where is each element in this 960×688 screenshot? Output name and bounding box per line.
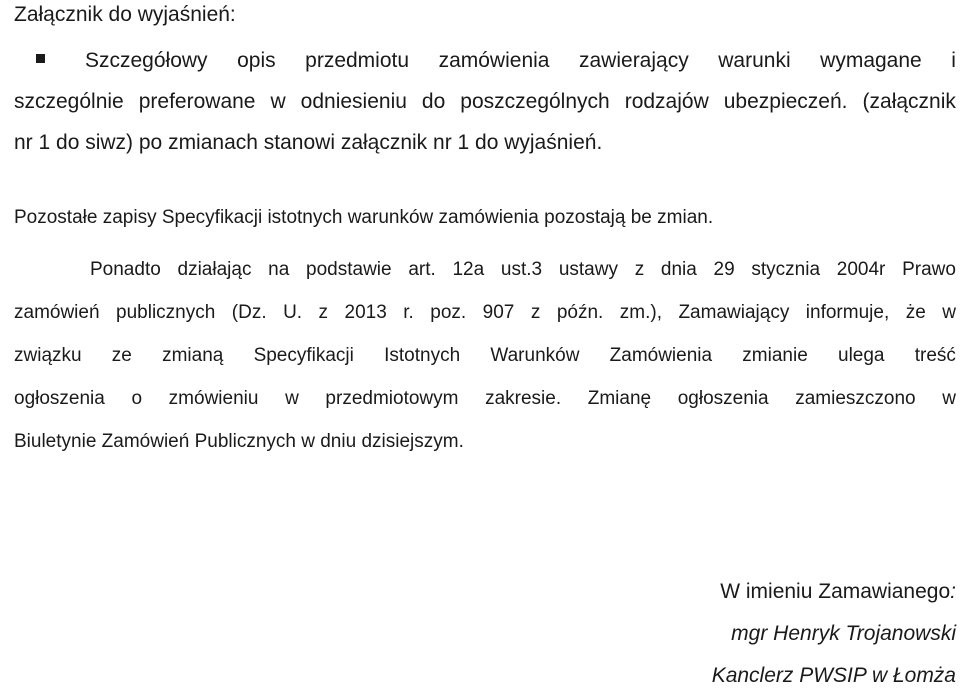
word: do (421, 90, 446, 113)
word: informuje, (805, 302, 890, 323)
word: w (285, 388, 299, 409)
word: ulega (838, 345, 885, 366)
word: działając (177, 259, 252, 280)
word: i (951, 49, 956, 72)
word: zawierający (579, 49, 689, 72)
word: poszczególnych (460, 90, 610, 113)
paragraph-2-line-2 (14, 291, 956, 334)
word: Szczegółowy (85, 49, 208, 72)
word: zamówień (14, 302, 100, 323)
bullet-item (14, 40, 956, 163)
word: podstawie (306, 259, 392, 280)
signature-colon: : (950, 580, 956, 603)
word: zamieszczono (795, 388, 916, 409)
word: ubezpieczeń. (723, 90, 848, 113)
paragraph-2-line-1 (14, 248, 956, 291)
word: że (905, 302, 926, 323)
word: odniesieniu (300, 90, 407, 113)
paragraph-2-line-4 (14, 377, 956, 420)
paragraph-2-line-3 (14, 334, 956, 377)
square-bullet-icon (36, 54, 45, 63)
word: 12a (452, 259, 485, 280)
word: stycznia (751, 259, 821, 280)
word: ust.3 (500, 259, 543, 280)
bullet-line-1-words (85, 40, 956, 81)
word: przedmiotu (305, 49, 410, 72)
word: ze (111, 345, 132, 366)
word: preferowane (138, 90, 256, 113)
word: w (270, 90, 286, 113)
word: związku (14, 345, 82, 366)
bullet-line-1 (14, 40, 956, 81)
word: Istotnych (384, 345, 461, 366)
word: zamówienia (438, 49, 550, 72)
word: 2013 (344, 302, 387, 323)
word: zmianą (162, 345, 224, 366)
word: z (530, 302, 541, 323)
word: rodzajów (624, 90, 709, 113)
paragraph-2-line-5: Biuletynie Zamówień Publicznych w dniu dzisiejszym. (14, 431, 464, 452)
word: szczególnie (14, 90, 124, 113)
word: 907 (482, 302, 515, 323)
word: r. (403, 302, 414, 323)
word: Warunków (490, 345, 580, 366)
word: przedmiotowym (325, 388, 459, 409)
word: Prawo (902, 259, 956, 280)
word: ogłoszenia (14, 388, 105, 409)
paragraph-notice-change (14, 248, 956, 463)
signature-on-behalf (556, 580, 956, 604)
document-heading: Załącznik do wyjaśnień: (14, 3, 236, 26)
word: (Dz. (231, 302, 267, 323)
word: (załącznik (862, 90, 956, 113)
bullet-line-2 (14, 81, 956, 122)
paragraph-remaining-provisions: Pozostałe zapisy Specyfikacji istotnych warunków zamówienia pozostają be zmian. (14, 207, 714, 228)
word: z (318, 302, 329, 323)
word: ustawy (558, 259, 618, 280)
word: Zmianę (587, 388, 652, 409)
word: dnia (660, 259, 697, 280)
word: opis (237, 49, 276, 72)
word: Specyfikacji (253, 345, 354, 366)
signature-on-behalf-text: W imieniu Zamawianego (720, 580, 951, 603)
word: publicznych (116, 302, 216, 323)
word: zm.), (619, 302, 662, 323)
word: ogłoszenia (677, 388, 769, 409)
word: 2004r (836, 259, 886, 280)
word: Zamówienia (609, 345, 713, 366)
word: treść (914, 345, 956, 366)
word: o (131, 388, 143, 409)
signature-name: mgr Henryk Trojanowski (731, 622, 956, 645)
word: w (942, 388, 956, 409)
word: zmówieniu (168, 388, 259, 409)
word: Zamawiający (678, 302, 790, 323)
word: art. (408, 259, 436, 280)
word: Ponadto (90, 259, 161, 280)
word: na (268, 259, 290, 280)
word: poz. (430, 302, 467, 323)
word: z (634, 259, 645, 280)
signature-position: Kanclerz PWSIP w Łomża (711, 664, 956, 687)
word: późn. (556, 302, 604, 323)
word: wymagane (820, 49, 922, 72)
bullet-line-3: nr 1 do siwz) po zmianach stanowi załącznik nr 1 do wyjaśnień. (14, 131, 603, 154)
word: warunki (718, 49, 791, 72)
word: zakresie. (485, 388, 562, 409)
word: U. (283, 302, 303, 323)
word: 29 (713, 259, 735, 280)
word: zmianie (742, 345, 808, 366)
word: w (942, 302, 956, 323)
